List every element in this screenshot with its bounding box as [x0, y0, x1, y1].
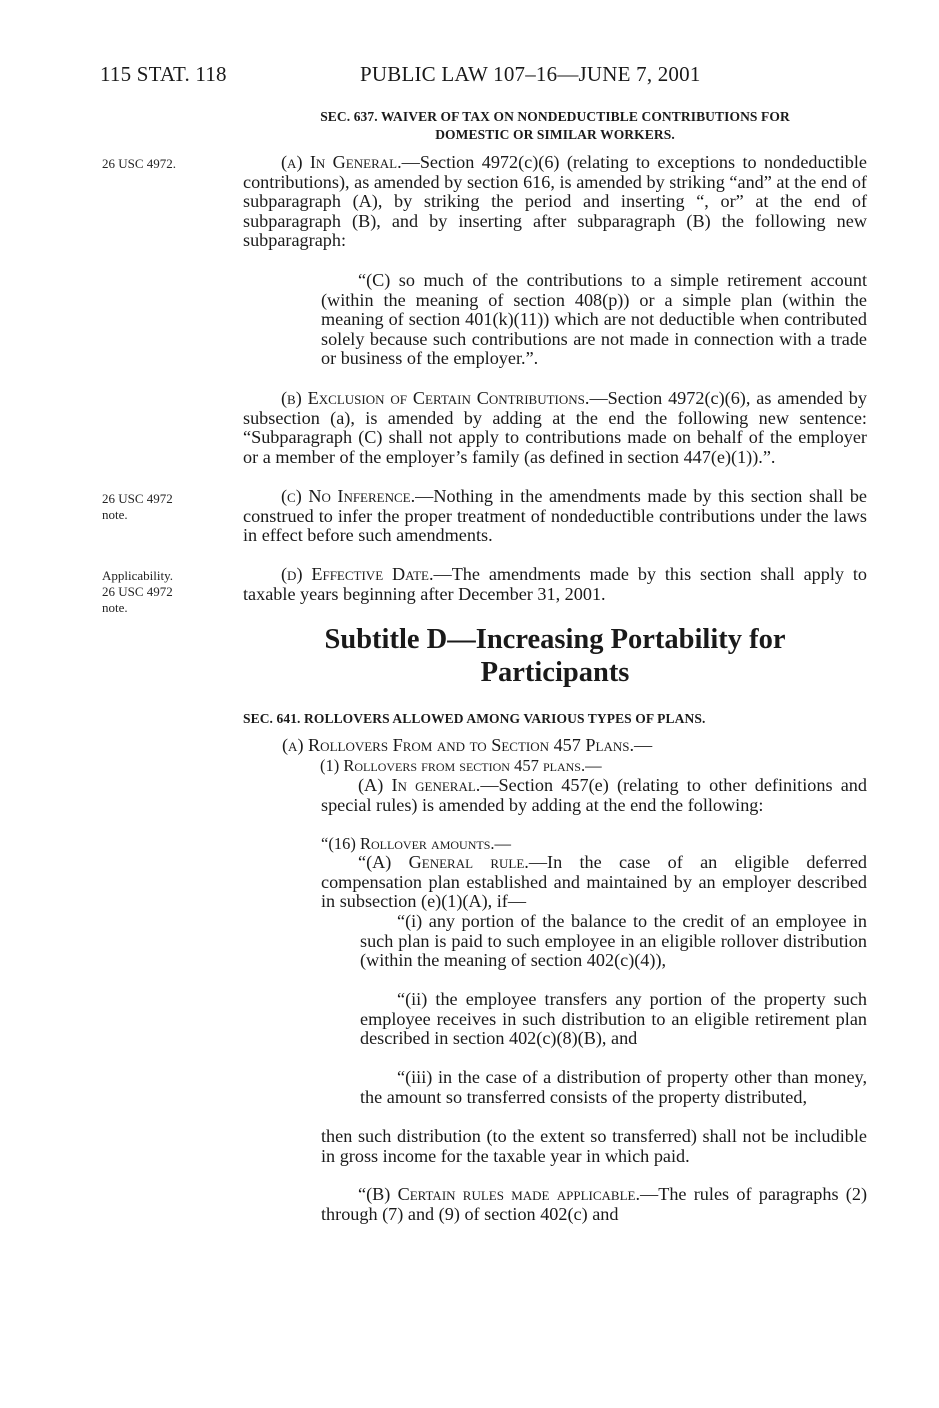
subsection-heading: (c) No Inference. [281, 486, 416, 506]
margin-note-line: 26 USC 4972 [102, 491, 173, 506]
quoted-subparagraph-c [321, 271, 867, 369]
subsection-text: —Section 4972(c)(6) (relating to exceptions to nondeductible contributions), as amended by section 616, is amended by striking “and” at the end of subparagraph (A), by striking the period and inserting “, or” at the end of subparagraph (B), and by inserting after subparagraph (B) the following new subparagraph: [243, 152, 867, 251]
paragraph-heading: “(16) Rollover amounts.— [321, 834, 512, 853]
margin-note-applicability [102, 568, 173, 616]
margin-note-line: note. [102, 507, 128, 522]
then-clause [321, 1127, 867, 1166]
quoted-certain-rules [321, 1185, 867, 1224]
clause-iii [360, 1068, 867, 1107]
subtitle-line: Participants [480, 657, 630, 688]
page-header-law: PUBLIC LAW 107–16—JUNE 7, 2001 [360, 62, 701, 86]
margin-note-line: Applicability. [102, 568, 174, 583]
subsection-d-effective-date [243, 565, 867, 604]
clause-i [360, 912, 867, 971]
subsection-heading: (b) Exclusion of Certain Contributions. [281, 388, 590, 408]
margin-note-usc: 26 USC 4972. [102, 156, 177, 171]
subsection-text: —The amendments made by this section shall apply to taxable years beginning after December 31, 2001. [243, 564, 867, 604]
section-637-title [243, 108, 867, 144]
stat-citation: 115 STAT. 118 [100, 62, 227, 86]
quoted-text: “(C) so much of the contributions to a simple retirement account (within the meaning of section 408(p)) or a simple plan (within the meaning of section 401(k)(11)) which are not deductible when contributed solely because such contributions are not made in connection with a trade or business of the employer.”. [321, 270, 867, 369]
clause-text: “(iii) in the case of a distribution of property other than money, the amount so transferred consists of the property distributed, [360, 1067, 867, 1107]
subsection-a-general [243, 153, 867, 251]
margin-note-line: 26 USC 4972 [102, 584, 173, 599]
section-title-line: SEC. 637. WAIVER OF TAX ON NONDEDUCTIBLE CONTRIBUTIONS FOR [320, 109, 790, 124]
clause-text: “(i) any portion of the balance to the credit of an employee in such plan is paid to such employee in an eligible rollover distribution (within the meaning of section 402(c)(4)), [360, 911, 867, 971]
clause-text: then such distribution (to the extent so transferred) shall not be includible in gross income for the taxable year in which paid. [321, 1126, 867, 1166]
subsection-text: —Section 4972(c)(6), as amended by subsection (a), is amended by adding at the end the following new sentence: “Subparagraph (C) shall not apply to contributions made on behalf of the employer or a member of the employer’s family (as defined in section 447(e)(1)).”. [243, 388, 867, 467]
subsection-641-a [282, 736, 867, 756]
subsection-b-exclusion [243, 389, 867, 467]
section-641-title: SEC. 641. ROLLOVERS ALLOWED AMONG VARIOUS TYPES OF PLANS. [243, 711, 706, 726]
quoted-paragraph-16 [321, 834, 867, 854]
subparagraph-641-A [321, 776, 867, 815]
subsection-heading: (d) Effective Date. [281, 564, 434, 584]
clause-ii [360, 990, 867, 1049]
subsection-heading: (a) Rollovers From and to Section 457 Plans.— [282, 735, 653, 755]
subtitle-heading [243, 623, 867, 689]
subparagraph-text: —Section 457(e) (relating to other definitions and special rules) is amended by adding at the end the following: [321, 775, 867, 815]
clause-text: “(ii) the employee transfers any portion of the property such employee receives in such distribution to an eligible retirement plan described in section 402(c)(8)(B), and [360, 989, 867, 1049]
section-title-line: DOMESTIC OR SIMILAR WORKERS. [435, 127, 675, 142]
subparagraph-heading: “(A) General rule. [358, 852, 529, 872]
margin-note-usc-note [102, 491, 173, 523]
subparagraph-heading: (A) In general. [358, 775, 481, 795]
subparagraph-text: —In the case of an eligible deferred compensation plan established and maintained by an employer described in subsection (e)(1)(A), if— [321, 852, 867, 912]
margin-note-line: note. [102, 600, 128, 615]
paragraph-641-a1 [320, 756, 867, 776]
subsection-c-no-inference [243, 487, 867, 546]
subtitle-line: Subtitle D—Increasing Portability for [324, 624, 786, 655]
subsection-heading: (a) In General. [281, 152, 402, 172]
paragraph-heading: (1) Rollovers from section 457 plans.— [320, 756, 602, 775]
quoted-general-rule [321, 853, 867, 912]
subparagraph-heading: “(B) Certain rules made applicable. [358, 1184, 641, 1204]
subsection-text: —Nothing in the amendments made by this section shall be construed to infer the proper treatment of nondeductible contributions under the laws in effect before such amendments. [243, 486, 867, 546]
subparagraph-text: —The rules of paragraphs (2) through (7) and (9) of section 402(c) and [321, 1184, 867, 1224]
